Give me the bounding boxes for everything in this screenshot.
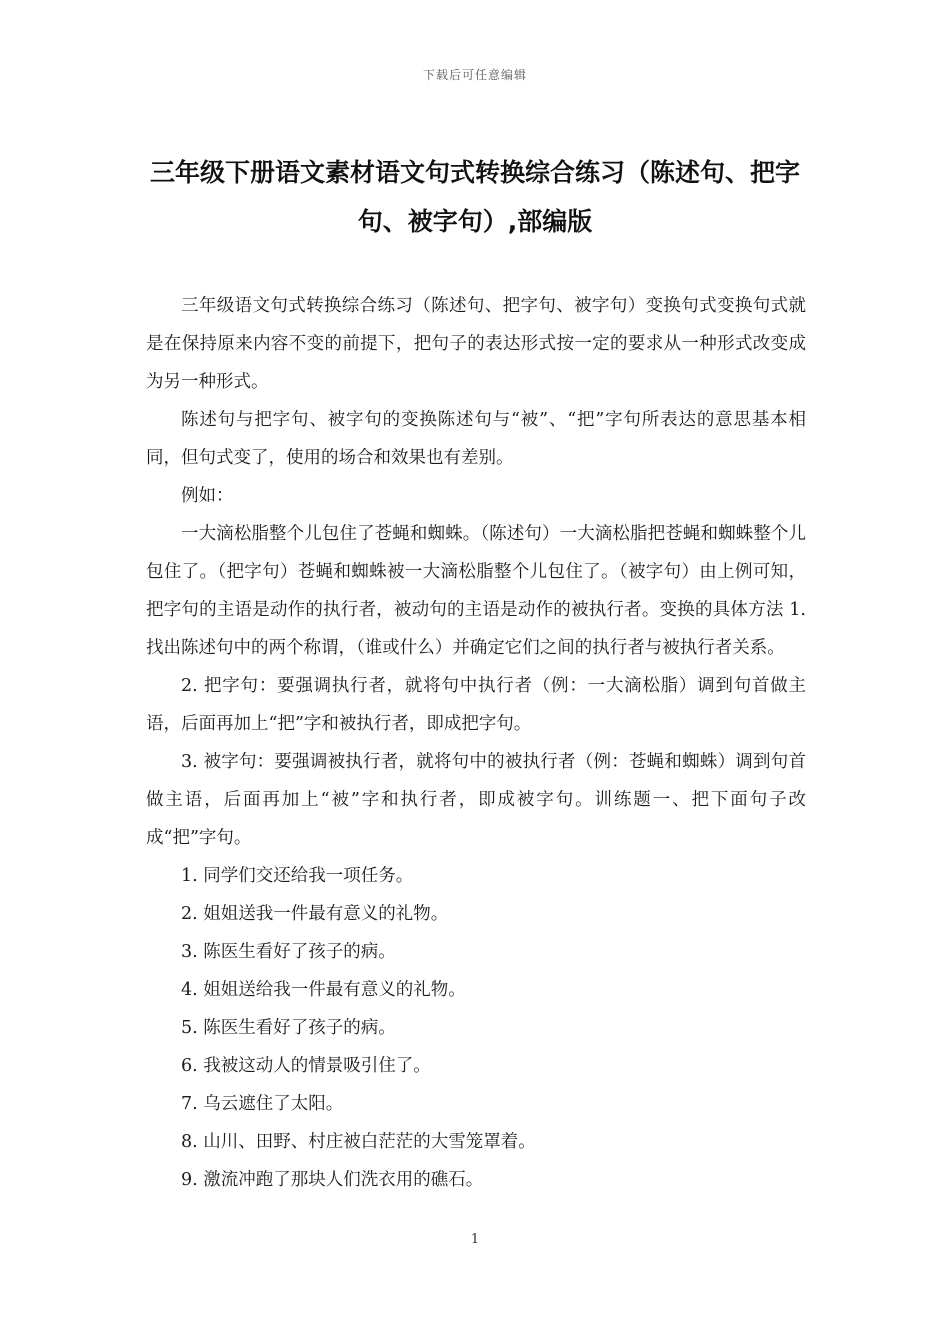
header-note: 下载后可任意编辑 [422,68,527,82]
page-title: 三年级下册语文素材语文句式转换综合练习（陈述句、把字句、被字句）,部编版 [150,158,801,236]
paragraph-bei-method: 3. 被字句：要强调被执行者，就将句中的被执行者（例：苍蝇和蜘蛛）调到句首做主语，后面再加上“被”字和执行者，即成被字句。训练题一、把下面句子改成“把”字句。 [146,752,806,848]
paragraph-example-label: 例如： [181,486,234,506]
exercise-item: 3. 陈医生看好了孩子的病。 [181,942,396,962]
page-number: 1 [470,1232,480,1247]
exercise-item: 2. 姐姐送我一件最有意义的礼物。 [181,904,449,924]
document-body [146,287,806,1199]
exercise-item: 1. 同学们交还给我一项任务。 [181,866,414,886]
paragraph-example: 一大滴松脂整个儿包住了苍蝇和蜘蛛。（陈述句）一大滴松脂把苍蝇和蜘蛛整个儿包住了。（把字句）苍蝇和蜘蛛被一大滴松脂整个儿包住了。（被字句）由上例可知，把字句的主语是动作的执行者，被动句的主语是动作的被执行者。变换的具体方法 1. 找出陈述句中的两个称谓，（谁或什么）并确定它们之间的执行者与被执行者关系。 [146,524,806,658]
exercise-item: 5. 陈医生看好了孩子的病。 [181,1018,396,1038]
paragraph-comparison: 陈述句与把字句、被字句的变换陈述句与“被”、“把”字句所表达的意思基本相同，但句式变了，使用的场合和效果也有差别。 [146,410,806,468]
exercise-item: 9. 激流冲跑了那块人们洗衣用的礁石。 [181,1170,484,1190]
exercise-item: 7. 乌云遮住了太阳。 [181,1094,344,1114]
exercise-item: 8. 山川、田野、村庄被白茫茫的大雪笼罩着。 [181,1132,536,1152]
paragraph-intro: 三年级语文句式转换综合练习（陈述句、把字句、被字句）变换句式变换句式就是在保持原来内容不变的前提下，把句子的表达形式按一定的要求从一种形式改变成为另一种形式。 [146,296,806,392]
exercise-item: 4. 姐姐送给我一件最有意义的礼物。 [181,980,466,1000]
paragraph-ba-method: 2. 把字句：要强调执行者，就将句中执行者（例：一大滴松脂）调到句首做主语，后面再加上“把”字和被执行者，即成把字句。 [146,676,806,734]
exercise-item: 6. 我被这动人的情景吸引住了。 [181,1056,431,1076]
